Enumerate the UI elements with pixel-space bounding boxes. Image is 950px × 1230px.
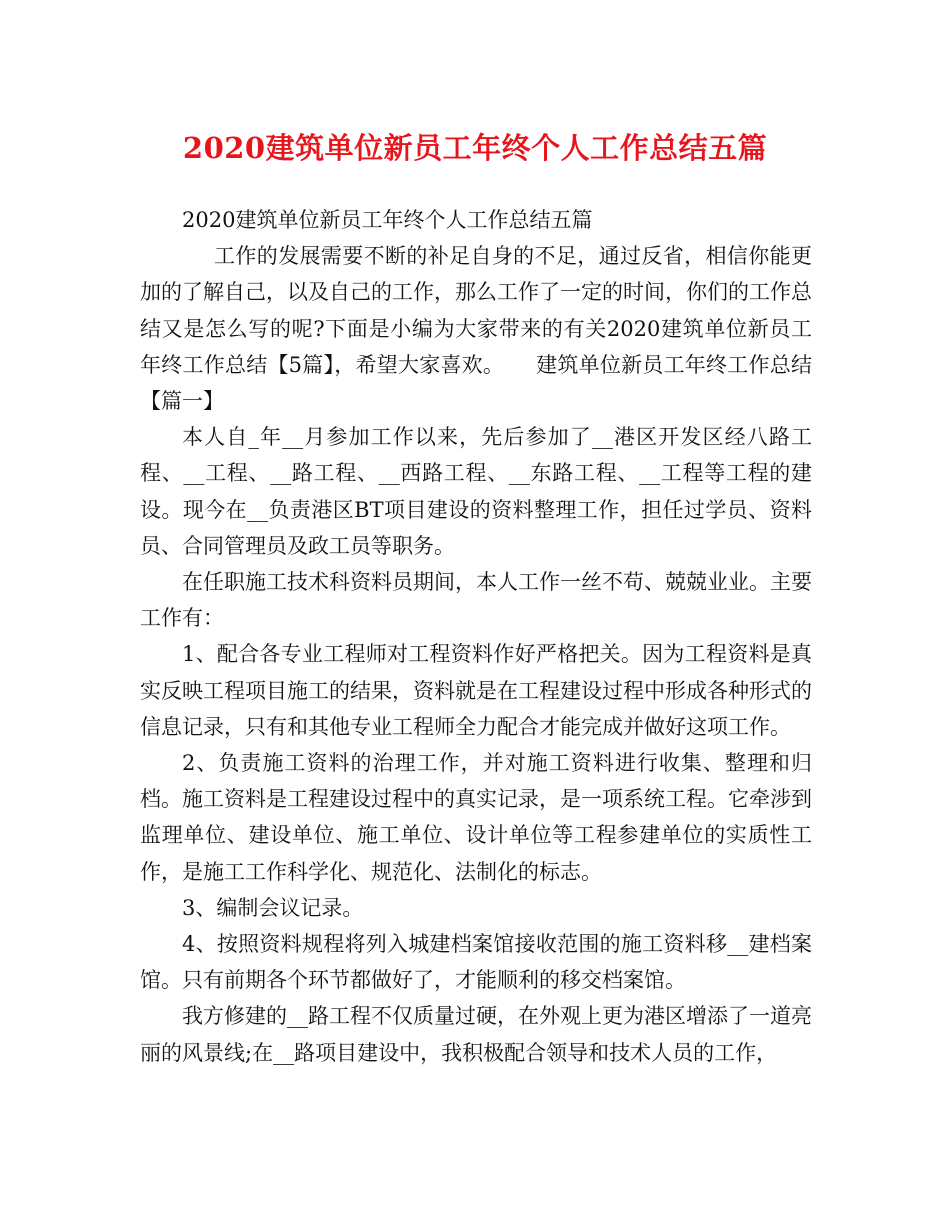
subtitle-paragraph: 2020建筑单位新员工年终个人工作总结五篇 xyxy=(182,208,593,232)
list-item-paragraph: 3、编制会议记录。 xyxy=(182,895,364,920)
list-item-paragraph: 2、负责施工资料的治理工作，并对施工资料进行收集、整理和归档。施工资料是工程建设过程中的真实记录，是一项系统工程。它牵涉到监理单位、建设单位、施工单位、设计单位等工程参建单位的实质性工作，是施工工作科学化、规范化、法制化的标志。 xyxy=(140,751,812,884)
list-item-paragraph: 4、按照资料规程将列入城建档案馆接收范围的施工资料移__建档案馆。只有前期各个环节都做好了，才能顺利的移交档案馆。 xyxy=(140,932,812,993)
body-paragraph: 我方修建的__路工程不仅质量过硬，在外观上更为港区增添了一道亮丽的风景线;在__路项目建设中，我积极配合领导和技术人员的工作， xyxy=(140,1004,812,1065)
intro-paragraph: 工作的发展需要不断的补足自身的不足，通过反省，相信你能更加的了解自己，以及自己的工作，那么工作了一定的时间，你们的工作总结又是怎么写的呢?下面是小编为大家带来的有关2020建筑单位新员工年终工作总结【5篇】，希望大家喜欢。 建筑单位新员工年终工作总结【篇一】 xyxy=(140,244,812,414)
body-paragraph: 本人自_年__月参加工作以来，先后参加了__港区开发区经八路工程、__工程、__路工程、__西路工程、__东路工程、__工程等工程的建设。现今在__负责港区BT项目建设的资料整理工作，担任过学员、资料员、合同管理员及政工员等职务。 xyxy=(140,425,812,558)
body-paragraph: 在任职施工技术科资料员期间，本人工作一丝不苟、兢兢业业。主要工作有： xyxy=(140,570,812,631)
document-body xyxy=(140,202,812,1071)
list-item-paragraph: 1、配合各专业工程师对工程资料作好严格把关。因为工程资料是真实反映工程项目施工的结果，资料就是在工程建设过程中形成各种形式的信息记录，只有和其他专业工程师全力配合才能完成并做好这项工作。 xyxy=(140,642,812,739)
document-title: 2020建筑单位新员工年终个人工作总结五篇 xyxy=(182,131,768,165)
